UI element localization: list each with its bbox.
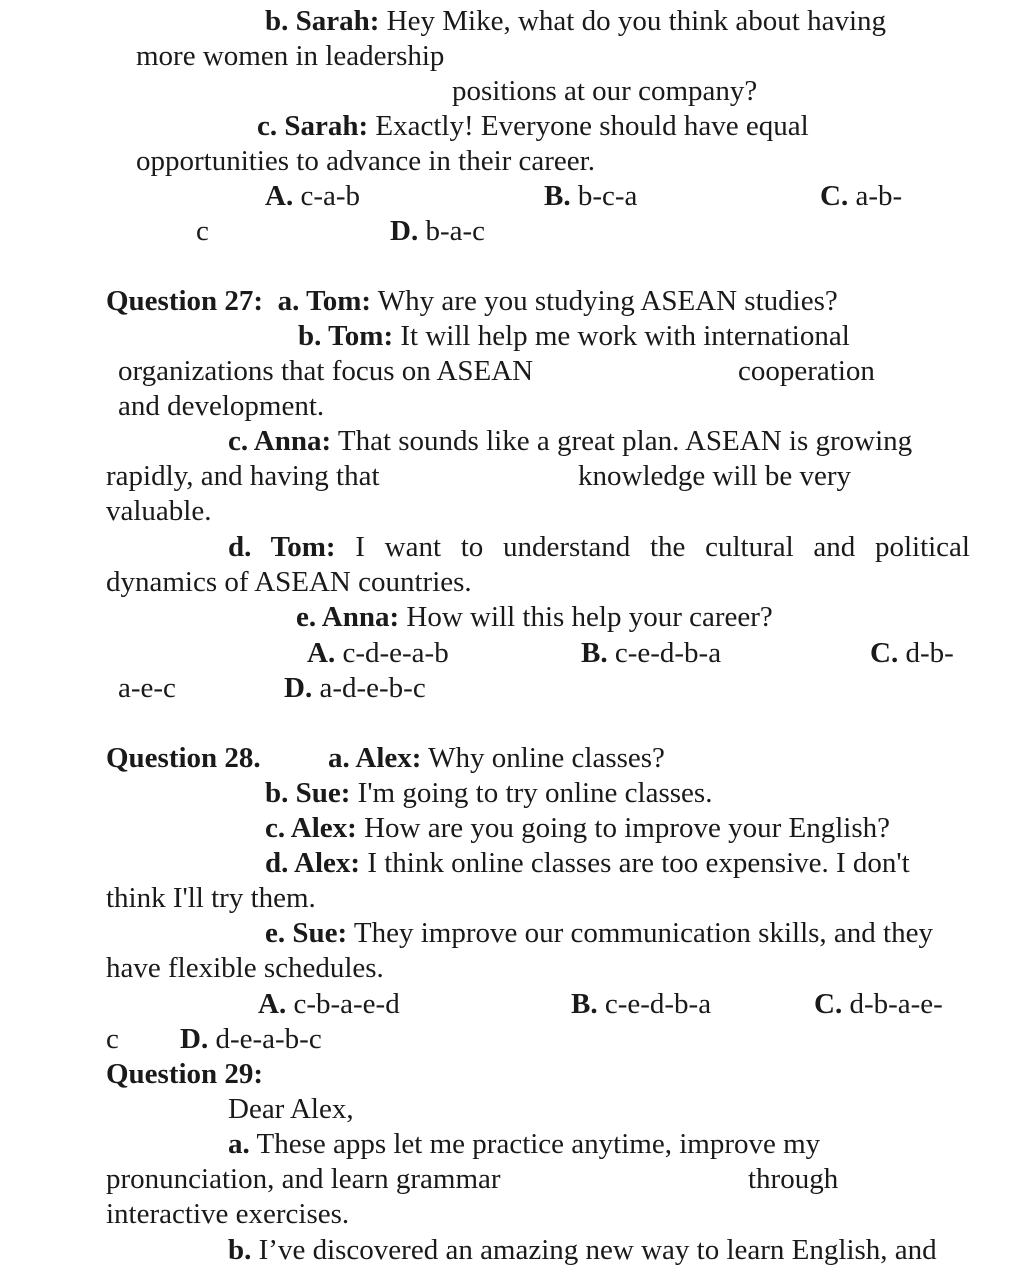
q26-b-line1: b. Sarah: Hey Mike, what do you think about having	[265, 5, 887, 37]
q27-b-line4: and development.	[118, 390, 325, 422]
q29-a-line3: through	[748, 1163, 839, 1195]
q27-option-c: C. d-b-	[870, 637, 954, 669]
q27-option-b: B. c-e-d-b-a	[581, 637, 722, 669]
q28-heading: Question 28.	[106, 742, 261, 774]
q27-d-line1: d. Tom: I want to understand the cultural and political	[228, 531, 970, 563]
q29-heading: Question 29:	[106, 1058, 264, 1090]
q26-b-line3: positions at our company?	[452, 75, 758, 107]
q26-option-c-tail: c	[196, 215, 209, 247]
q28-b-line: b. Sue: I'm going to try online classes.	[265, 777, 713, 809]
q26-c-line2: opportunities to advance in their career.	[136, 145, 595, 177]
q27-b-line3: cooperation	[738, 355, 875, 387]
q26-option-c: C. a-b-	[820, 180, 903, 212]
q28-option-c-tail: c	[106, 1023, 119, 1055]
q27-option-c-tail: a-e-c	[118, 672, 176, 704]
q27-c-line2: rapidly, and having that	[106, 460, 380, 492]
q29-greeting: Dear Alex,	[228, 1093, 354, 1125]
q28-a-line: a. Alex: Why online classes?	[328, 742, 665, 774]
q29-a-line2: pronunciation, and learn grammar	[106, 1163, 501, 1195]
q27-heading: Question 27:	[106, 285, 264, 317]
q26-option-a: A. c-a-b	[265, 180, 361, 212]
q27-e-line: e. Anna: How will this help your career?	[296, 601, 773, 633]
q27-heading-line: Question 27: a. Tom: Why are you studying ASEAN studies?	[106, 285, 838, 317]
q27-c-line3: knowledge will be very	[578, 460, 852, 492]
q28-e-line2: have flexible schedules.	[106, 952, 384, 984]
q29-a-line4: interactive exercises.	[106, 1198, 350, 1230]
q27-b-line1: b. Tom: It will help me work with international	[298, 320, 850, 352]
q27-d-line2: dynamics of ASEAN countries.	[106, 566, 472, 598]
q27-c-line1: c. Anna: That sounds like a great plan. ASEAN is growing	[228, 425, 913, 457]
q28-d-line1: d. Alex: I think online classes are too expensive. I don't	[265, 847, 910, 879]
q28-c-line: c. Alex: How are you going to improve your English?	[265, 812, 890, 844]
q26-option-d: D. b-a-c	[390, 215, 486, 247]
q29-b-line1: b. I’ve discovered an amazing new way to learn English, and	[228, 1234, 937, 1266]
q27-option-d: D. a-d-e-b-c	[284, 672, 426, 704]
q26-c-line1: c. Sarah: Exactly! Everyone should have equal	[257, 110, 809, 142]
q28-option-d: D. d-e-a-b-c	[180, 1023, 322, 1055]
q27-option-a: A. c-d-e-a-b	[307, 637, 449, 669]
q26-b-line2: more women in leadership	[136, 40, 445, 72]
q29-a-line1: a. These apps let me practice anytime, improve my	[228, 1128, 821, 1160]
q28-option-b: B. c-e-d-b-a	[571, 988, 712, 1020]
q28-d-line2: think I'll try them.	[106, 882, 316, 914]
q27-c-line4: valuable.	[106, 495, 212, 527]
q28-e-line1: e. Sue: They improve our communication skills, and they	[265, 917, 933, 949]
q28-option-a: A. c-b-a-e-d	[258, 988, 400, 1020]
q27-b-line2: organizations that focus on ASEAN	[118, 355, 534, 387]
q26-option-b: B. b-c-a	[544, 180, 638, 212]
q28-option-c: C. d-b-a-e-	[814, 988, 943, 1020]
